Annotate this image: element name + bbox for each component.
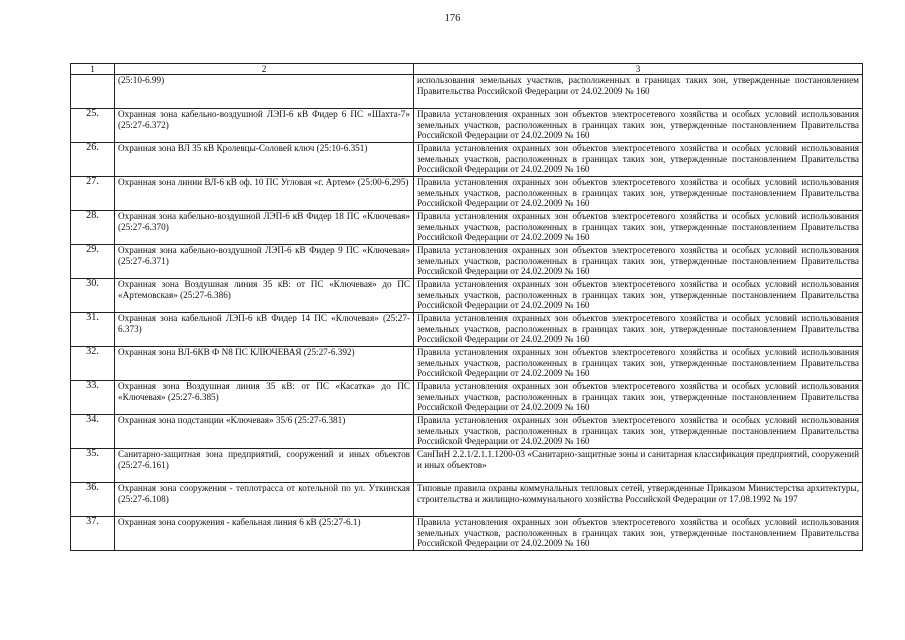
table-row [71, 143, 863, 177]
regulation-text: Правила установления охранных зон объектов электросетевого хозяйства и особых условий использования земельных участков, расположенных в границах таких зон, утвержденные постановлением Правительства Российской Федерации от 24.02.2009 № 160 [414, 347, 863, 381]
page-number: 176 [444, 13, 461, 24]
table-row [71, 211, 863, 245]
table-row [71, 279, 863, 313]
zone-name: Охранная зона линии ВЛ-6 кВ оф. 10 ПС Угловая «г. Артем» (25:00-6.295) [115, 177, 414, 211]
zone-name: Охранная зона подстанции «Ключевая» 35/6 (25:27-6.381) [115, 415, 414, 449]
table-row [71, 245, 863, 279]
row-number: 35. [71, 449, 115, 483]
row-number: 28. [71, 211, 115, 245]
row-number: 27. [71, 177, 115, 211]
table-row [71, 517, 863, 551]
table-row [71, 415, 863, 449]
row-number: 32. [71, 347, 115, 381]
zones-table [70, 63, 863, 551]
regulation-text: Правила установления охранных зон объектов электросетевого хозяйства и особых условий использования земельных участков, расположенных в границах таких зон, утвержденные постановлением Правительства Российской Федерации от 24.02.2009 № 160 [414, 245, 863, 279]
regulation-text: Правила установления охранных зон объектов электросетевого хозяйства и особых условий использования земельных участков, расположенных в границах таких зон, утвержденные постановлением Правительства Российской Федерации от 24.02.2009 № 160 [414, 517, 863, 551]
row-number: 37. [71, 517, 115, 551]
zone-name: Охранная зона кабельно-воздушной ЛЭП-6 кВ Фидер 9 ПС «Ключевая» (25:27-6.371) [115, 245, 414, 279]
table-row [71, 381, 863, 415]
header-col-regulation: 3 [414, 64, 863, 75]
row-number: 25. [71, 109, 115, 143]
row-number: 26. [71, 143, 115, 177]
zone-name: Охранная зона кабельно-воздушной ЛЭП-6 кВ Фидер 6 ПС «Шахта-7» (25:27-6.372) [115, 109, 414, 143]
zone-name: Охранная зона Воздушная линия 35 кВ: от ПС «Касатка» до ПС «Ключевая» (25:27-6.385) [115, 381, 414, 415]
regulation-text: Правила установления охранных зон объектов электросетевого хозяйства и особых условий использования земельных участков, расположенных в границах таких зон, утвержденные постановлением Правительства Российской Федерации от 24.02.2009 № 160 [414, 313, 863, 347]
regulation-text: использования земельных участков, расположенных в границах таких зон, утвержденные постановлением Правительства Российской Федерации от 24.02.2009 № 160 [414, 75, 863, 109]
table-row [71, 109, 863, 143]
regulation-text: Типовые правила охраны коммунальных тепловых сетей, утвержденные Приказом Министерства архитектуры, строительства и жилищно-коммунального хозяйства Российской Федерации от 17.08.1992 № 197 [414, 483, 863, 517]
regulation-text: Правила установления охранных зон объектов электросетевого хозяйства и особых условий использования земельных участков, расположенных в границах таких зон, утвержденные постановлением Правительства Российской Федерации от 24.02.2009 № 160 [414, 279, 863, 313]
zone-name: Охранная зона сооружения - кабельная линия 6 кВ (25:27-6.1) [115, 517, 414, 551]
regulation-text: Правила установления охранных зон объектов электросетевого хозяйства и особых условий использования земельных участков, расположенных в границах таких зон, утвержденные постановлением Правительства Российской Федерации от 24.02.2009 № 160 [414, 109, 863, 143]
table-row [71, 75, 863, 109]
row-number [71, 75, 115, 109]
row-number: 33. [71, 381, 115, 415]
regulation-text: Правила установления охранных зон объектов электросетевого хозяйства и особых условий использования земельных участков, расположенных в границах таких зон, утвержденные постановлением Правительства Российской Федерации от 24.02.2009 № 160 [414, 143, 863, 177]
row-number: 36. [71, 483, 115, 517]
header-col-number: 1 [71, 64, 115, 75]
zone-name: Охранная зона кабельной ЛЭП-6 кВ Фидер 14 ПС «Ключевая» (25:27-6.373) [115, 313, 414, 347]
table-row [71, 177, 863, 211]
regulation-text: Правила установления охранных зон объектов электросетевого хозяйства и особых условий использования земельных участков, расположенных в границах таких зон, утвержденные постановлением Правительства Российской Федерации от 24.02.2009 № 160 [414, 381, 863, 415]
zone-name: Охранная зона сооружения - теплотрасса от котельной по ул. Уткинская (25:27-6.108) [115, 483, 414, 517]
table-header-row [71, 64, 863, 75]
table-row [71, 347, 863, 381]
regulation-text: СанПиН 2.2.1/2.1.1.1200-03 «Санитарно-защитные зоны и санитарная классификация предприятий, сооружений и иных объектов» [414, 449, 863, 483]
row-number: 34. [71, 415, 115, 449]
row-number: 29. [71, 245, 115, 279]
table-row [71, 313, 863, 347]
header-col-name: 2 [115, 64, 414, 75]
row-number: 31. [71, 313, 115, 347]
regulation-text: Правила установления охранных зон объектов электросетевого хозяйства и особых условий использования земельных участков, расположенных в границах таких зон, утвержденные постановлением Правительства Российской Федерации от 24.02.2009 № 160 [414, 211, 863, 245]
zone-name: Охранная зона ВЛ 35 кВ Кролевцы-Соловей ключ (25:10-6.351) [115, 143, 414, 177]
table-row [71, 483, 863, 517]
zone-name: Охранная зона кабельно-воздушной ЛЭП-6 кВ Фидер 18 ПС «Ключевая» (25:27-6.370) [115, 211, 414, 245]
zone-name: Охранная зона Воздушная линия 35 кВ: от ПС «Ключевая» до ПС «Артемовская» (25:27-6.386) [115, 279, 414, 313]
table-row [71, 449, 863, 483]
zone-name: Охранная зона ВЛ-6КВ Ф N8 ПС КЛЮЧЕВАЯ (25:27-6.392) [115, 347, 414, 381]
regulation-text: Правила установления охранных зон объектов электросетевого хозяйства и особых условий использования земельных участков, расположенных в границах таких зон, утвержденные постановлением Правительства Российской Федерации от 24.02.2009 № 160 [414, 415, 863, 449]
row-number: 30. [71, 279, 115, 313]
zone-name: (25:10-6.99) [115, 75, 414, 109]
regulation-text: Правила установления охранных зон объектов электросетевого хозяйства и особых условий использования земельных участков, расположенных в границах таких зон, утвержденные постановлением Правительства Российской Федерации от 24.02.2009 № 160 [414, 177, 863, 211]
zone-name: Санитарно-защитная зона предприятий, сооружений и иных объектов (25:27-6.161) [115, 449, 414, 483]
